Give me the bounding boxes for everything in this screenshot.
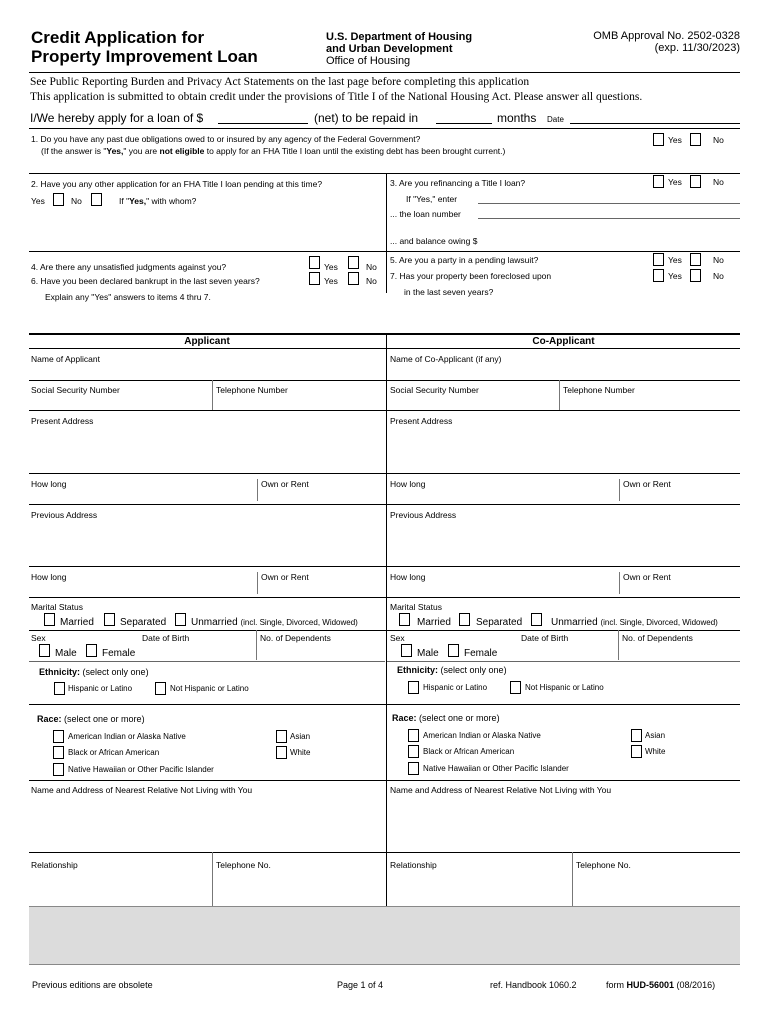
- applicant-race-asian-checkbox[interactable]: [276, 730, 287, 743]
- coapplicant-race-asian-label: Asian: [645, 731, 666, 740]
- q3-loan-number-input[interactable]: [478, 207, 740, 219]
- applicant-separated-checkbox[interactable]: [104, 613, 115, 626]
- coapplicant-race-black-label: Black or African American: [423, 747, 515, 756]
- applicant-dob-label: Date of Birth: [142, 633, 190, 643]
- q6-text: 6. Have you been declared bankrupt in the last seven years?: [31, 276, 260, 286]
- q4-yes-label: Yes: [324, 262, 338, 272]
- form-title-line1: Credit Application for: [31, 28, 205, 47]
- coapplicant-relationship-divider: [572, 852, 573, 906]
- applicant-hispanic-checkbox[interactable]: [54, 682, 65, 695]
- applicant-section-rule: [29, 333, 740, 335]
- applicant-relative-label: Name and Address of Nearest Relative Not Living with You: [31, 785, 253, 795]
- agency-line3: Office of Housing: [326, 55, 411, 67]
- q2-ifyes-label: If "Yes," with whom?: [119, 196, 197, 206]
- q1-note: (If the answer is "Yes," you are not eligible to apply for an FHA Title I loan until the existing debt has been brought current.): [41, 146, 506, 156]
- q7-no-checkbox[interactable]: [690, 269, 701, 282]
- coapplicant-race-nhpi-label: Native Hawaiian or Other Pacific Islander: [423, 764, 569, 773]
- q1-text: 1. Do you have any past due obligations owed to or insured by any agency of the Federal Government?: [31, 134, 421, 144]
- q7-text: 7. Has your property been foreclosed upon: [390, 271, 552, 281]
- q4-yes-checkbox[interactable]: [309, 256, 320, 269]
- coapplicant-marital-label: Marital Status: [390, 602, 442, 612]
- footer-form: form HUD-56001 (08/2016): [606, 980, 716, 990]
- prev-address-rule: [29, 566, 740, 567]
- applicant-ethnicity-label: Ethnicity: (select only one): [39, 667, 149, 677]
- gray-band: [29, 906, 740, 965]
- applicant-race-nhpi-checkbox[interactable]: [53, 763, 64, 776]
- applicant-ownrent-label: Own or Rent: [261, 479, 309, 489]
- ssn-rule: [29, 410, 740, 411]
- coapplicant-rel-phone-label: Telephone No.: [576, 860, 631, 870]
- name-rule: [29, 380, 740, 381]
- coapplicant-hispanic-checkbox[interactable]: [408, 681, 419, 694]
- ethnicity-rule: [29, 704, 740, 705]
- applicant-race-white-checkbox[interactable]: [276, 746, 287, 759]
- explain-label: Explain any "Yes" answers to items 4 thru 7.: [45, 292, 211, 302]
- coapplicant-dob-label: Date of Birth: [521, 633, 569, 643]
- footer-page: Page 1 of 4: [337, 980, 384, 990]
- applicant-sex-rule: [29, 661, 385, 662]
- date-label: Date: [547, 115, 564, 124]
- coapplicant-address-label: Present Address: [390, 416, 453, 426]
- form-title-line2: Property Improvement Loan: [31, 47, 258, 66]
- q2-text: 2. Have you any other application for an FHA Title I loan pending at this time?: [31, 179, 323, 189]
- applicant-race-aian-label: American Indian or Alaska Native: [68, 732, 186, 741]
- applicant-marital-label: Marital Status: [31, 602, 83, 612]
- q2-no-label: No: [71, 196, 82, 206]
- q4-text: 4. Are there any unsatisfied judgments against you?: [31, 262, 227, 272]
- applicant-race-aian-checkbox[interactable]: [53, 730, 64, 743]
- coapplicant-not-hispanic-checkbox[interactable]: [510, 681, 521, 694]
- coapplicant-race-asian-checkbox[interactable]: [631, 729, 642, 742]
- q7-yes-label: Yes: [668, 271, 682, 281]
- applicant-relationship-divider: [212, 852, 213, 906]
- coapplicant-married-label: Married: [417, 617, 451, 628]
- coapplicant-male-label: Male: [417, 648, 439, 659]
- applicant-race-white-label: White: [290, 748, 311, 757]
- applicant-female-label: Female: [102, 648, 136, 659]
- q4-no-checkbox[interactable]: [348, 256, 359, 269]
- q5-text: 5. Are you a party in a pending lawsuit?: [390, 255, 539, 265]
- loan-rule: [29, 128, 740, 129]
- loan-net-label: (net) to be repaid in: [314, 111, 419, 125]
- applicant-sex-label: Sex: [31, 633, 46, 643]
- agency-line2: and Urban Development: [326, 43, 453, 55]
- q5-yes-label: Yes: [668, 255, 682, 265]
- howlong-rule: [29, 504, 740, 505]
- applicant-howlong-divider: [257, 479, 258, 501]
- coapplicant-relative-label: Name and Address of Nearest Relative Not Living with You: [390, 785, 612, 795]
- applicant-unmarried-label: Unmarried (incl. Single, Divorced, Widowed): [191, 617, 358, 628]
- omb-expiration: (exp. 11/30/2023): [654, 42, 740, 54]
- q3-text: 3. Are you refinancing a Title I loan?: [390, 178, 526, 188]
- coapplicant-male-checkbox[interactable]: [401, 644, 412, 657]
- relative-rule: [29, 852, 740, 853]
- applicant-name-label: Name of Applicant: [31, 354, 100, 364]
- coapplicant-not-hispanic-label: Not Hispanic or Latino: [525, 683, 604, 692]
- loan-months-input[interactable]: [436, 112, 492, 124]
- coapplicant-race-white-checkbox[interactable]: [631, 745, 642, 758]
- q3-yes-checkbox[interactable]: [653, 175, 664, 188]
- applicant-female-checkbox[interactable]: [86, 644, 97, 657]
- coapplicant-race-aian-checkbox[interactable]: [408, 729, 419, 742]
- coapplicant-prev-address-label: Previous Address: [390, 510, 457, 520]
- applicant-prev-ownrent-label: Own or Rent: [261, 572, 309, 582]
- coapplicant-race-aian-label: American Indian or Alaska Native: [423, 731, 541, 740]
- applicant-race-nhpi-label: Native Hawaiian or Other Pacific Islander: [68, 765, 214, 774]
- header-rule: [29, 72, 740, 73]
- coapplicant-race-nhpi-checkbox[interactable]: [408, 762, 419, 775]
- q6-yes-label: Yes: [324, 276, 338, 286]
- coapplicant-female-checkbox[interactable]: [448, 644, 459, 657]
- applicant-race-label: Race: (select one or more): [37, 714, 145, 724]
- q7-yes-checkbox[interactable]: [653, 269, 664, 282]
- applicant-howlong-label: How long: [31, 479, 67, 489]
- footer-obsolete: Previous editions are obsolete: [32, 980, 153, 990]
- coapplicant-unmarried-label: Unmarried (incl. Single, Divorced, Widowed): [551, 617, 718, 628]
- q4-no-label: No: [366, 262, 377, 272]
- applicant-address-label: Present Address: [31, 416, 94, 426]
- coapplicant-relationship-label: Relationship: [390, 860, 437, 870]
- applicant-dependents-label: No. of Dependents: [260, 633, 331, 643]
- q2-yes-label: Yes: [31, 196, 45, 206]
- q1-no-checkbox[interactable]: [690, 133, 701, 146]
- applicant-race-black-label: Black or African American: [68, 748, 160, 757]
- applicant-rel-phone-label: Telephone No.: [216, 860, 271, 870]
- applicant-dob-divider: [256, 630, 257, 660]
- marital-rule: [29, 630, 740, 631]
- coapplicant-howlong-divider: [619, 479, 620, 501]
- coapplicant-name-label: Name of Co-Applicant (if any): [390, 354, 502, 364]
- applicant-separated-label: Separated: [120, 617, 167, 628]
- applicant-male-checkbox[interactable]: [39, 644, 50, 657]
- address-rule: [29, 473, 740, 474]
- coapplicant-phone-label: Telephone Number: [563, 385, 635, 395]
- coapplicant-ssn-label: Social Security Number: [390, 385, 479, 395]
- applicant-prev-address-label: Previous Address: [31, 510, 98, 520]
- q7-text2: in the last seven years?: [404, 287, 494, 297]
- q2-no-checkbox[interactable]: [91, 193, 102, 206]
- q7-no-label: No: [713, 271, 724, 281]
- q3-rule: [29, 251, 740, 252]
- q3-no-checkbox[interactable]: [690, 175, 701, 188]
- intro-line2: This application is submitted to obtain credit under the provisions of Title I of the National Housing Act. Please answer all questions.: [30, 91, 643, 103]
- q2-q3-divider: [386, 173, 387, 251]
- coapplicant-heading: Co-Applicant: [532, 336, 595, 347]
- q2-yes-checkbox[interactable]: [53, 193, 64, 206]
- coapplicant-howlong-label: How long: [390, 479, 426, 489]
- coapplicant-prev-ownrent-label: Own or Rent: [623, 572, 671, 582]
- applicant-married-label: Married: [60, 617, 94, 628]
- coapplicant-race-black-checkbox[interactable]: [408, 745, 419, 758]
- coapplicant-sex-label: Sex: [390, 633, 405, 643]
- coapplicant-unmarried-checkbox[interactable]: [531, 613, 542, 626]
- q4-q7-divider: [386, 251, 387, 293]
- q3-ifyes: If "Yes," enter: [406, 194, 458, 204]
- q3-yes-label: Yes: [668, 177, 682, 187]
- coapplicant-dob-divider: [618, 630, 619, 660]
- q6-yes-checkbox[interactable]: [309, 272, 320, 285]
- coapplicant-separated-checkbox[interactable]: [459, 613, 470, 626]
- coapplicant-race-label: Race: (select one or more): [392, 713, 500, 723]
- applicant-unmarried-checkbox[interactable]: [175, 613, 186, 626]
- q5-yes-checkbox[interactable]: [653, 253, 664, 266]
- coapplicant-race-white-label: White: [645, 747, 666, 756]
- omb-approval: OMB Approval No. 2502-0328: [593, 30, 740, 42]
- loan-amount-input[interactable]: [218, 112, 308, 124]
- coapplicant-ethnicity-label: Ethnicity: (select only one): [397, 665, 507, 675]
- coapplicant-female-label: Female: [464, 648, 498, 659]
- applicant-ssn-divider: [212, 380, 213, 410]
- coapplicant-sex-rule: [387, 661, 740, 662]
- applicant-prev-howlong-label: How long: [31, 572, 67, 582]
- intro-line1: See Public Reporting Burden and Privacy Act Statements on the last page before completing this application: [30, 76, 530, 88]
- loan-amount-label: I/We hereby apply for a loan of $: [30, 111, 204, 125]
- coapplicant-separated-label: Separated: [476, 617, 523, 628]
- coapplicant-hispanic-label: Hispanic or Latino: [423, 683, 488, 692]
- q1-no-label: No: [713, 135, 724, 145]
- applicant-male-label: Male: [55, 648, 77, 659]
- q3-no-label: No: [713, 177, 724, 187]
- coapplicant-prev-howlong-label: How long: [390, 572, 426, 582]
- q3-balance-label: ... and balance owing $: [390, 236, 478, 246]
- applicant-ssn-label: Social Security Number: [31, 385, 120, 395]
- q3-loan-number-label: ... the loan number: [390, 209, 461, 219]
- agency-line1: U.S. Department of Housing: [326, 31, 473, 43]
- coapplicant-prev-howlong-divider: [619, 572, 620, 594]
- coapplicant-dependents-label: No. of Dependents: [622, 633, 693, 643]
- coapplicant-ownrent-label: Own or Rent: [623, 479, 671, 489]
- coapplicant-ssn-divider: [559, 380, 560, 410]
- loan-months-label: months: [497, 111, 537, 125]
- footer-ref: ref. Handbook 1060.2: [490, 980, 577, 990]
- q1-rule: [29, 173, 740, 174]
- applicant-not-hispanic-checkbox[interactable]: [155, 682, 166, 695]
- q3-ifyes-line: [478, 203, 740, 204]
- date-input[interactable]: [570, 112, 740, 124]
- q6-no-checkbox[interactable]: [348, 272, 359, 285]
- coapplicant-married-checkbox[interactable]: [399, 613, 410, 626]
- q1-yes-label: Yes: [668, 135, 682, 145]
- applicant-divider: [386, 333, 387, 917]
- applicant-race-black-checkbox[interactable]: [53, 746, 64, 759]
- applicant-not-hispanic-label: Not Hispanic or Latino: [170, 684, 249, 693]
- applicant-married-checkbox[interactable]: [44, 613, 55, 626]
- q5-no-label: No: [713, 255, 724, 265]
- applicant-heading: Applicant: [184, 336, 230, 347]
- q5-no-checkbox[interactable]: [690, 253, 701, 266]
- heading-rule: [29, 348, 740, 349]
- applicant-relationship-label: Relationship: [31, 860, 78, 870]
- applicant-race-asian-label: Asian: [290, 732, 311, 741]
- q1-yes-checkbox[interactable]: [653, 133, 664, 146]
- q6-no-label: No: [366, 276, 377, 286]
- applicant-phone-label: Telephone Number: [216, 385, 288, 395]
- prev-howlong-rule: [29, 597, 740, 598]
- applicant-prev-howlong-divider: [257, 572, 258, 594]
- applicant-hispanic-label: Hispanic or Latino: [68, 684, 133, 693]
- race-rule: [29, 780, 740, 781]
